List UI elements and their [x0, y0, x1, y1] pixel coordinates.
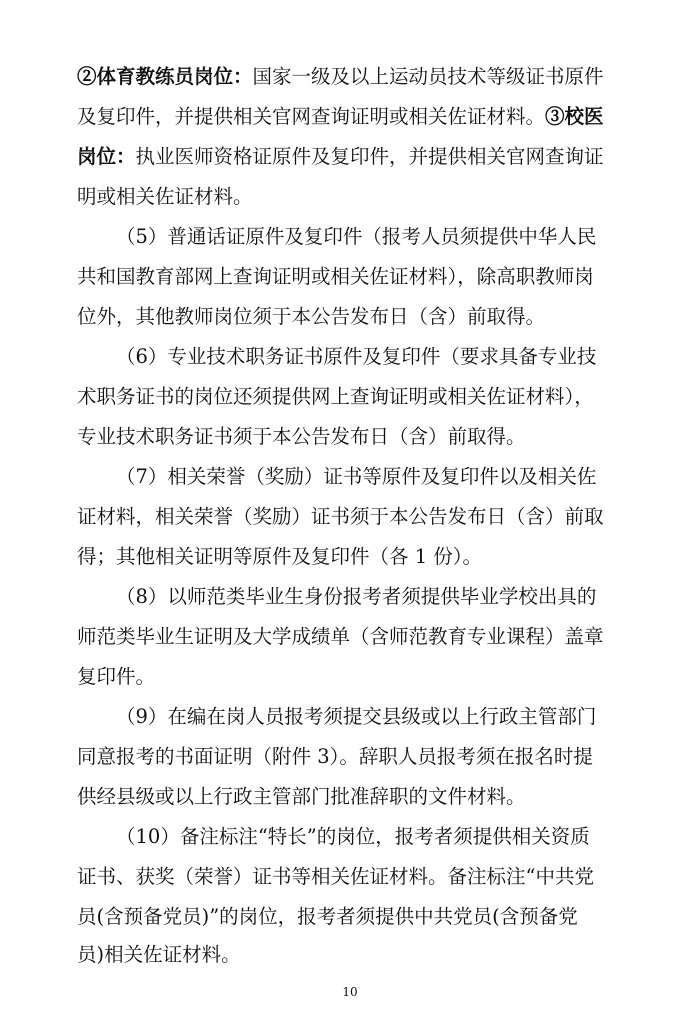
page-number: 10 [342, 985, 358, 999]
paragraph-5-line-2: 共和国教育部网上查询证明或相关佐证材料），除高职教师岗 [77, 265, 594, 288]
paragraph-6-line-3: 专业技术职务证书须于本公告发布日（含）前取得。 [77, 425, 526, 448]
text-segment: 执业医师资格证原件及复印件，并提供相关官网查询证 [135, 145, 604, 168]
paragraph-8-line-3: 复印件。 [77, 665, 156, 688]
paragraph-10-line-1: （10）备注标注“特长”的岗位，报考者须提供相关资质 [116, 825, 590, 848]
paragraph-8-line-2: 师范类毕业生证明及大学成绩单（含师范教育专业课程）盖章 [77, 625, 604, 648]
paragraph-9-line-3: 供经县级或以上行政主管部门批准辞职的文件材料。 [77, 785, 526, 808]
paragraph-5-line-1: （5）普通话证原件及复印件（报考人员须提供中华人民 [116, 225, 597, 248]
text-line-1 [0, 57, 700, 97]
paragraph-6-line-1: （6）专业技术职务证书原件及复印件（要求具备专业技 [116, 345, 597, 368]
paragraph-7-line-3: 得；其他相关证明等原件及复印件（各 1 份）。 [77, 545, 483, 568]
text-line-2 [0, 97, 700, 137]
bold-heading-school-doctor: ③校医 [545, 105, 604, 128]
paragraph-7-line-1: （7）相关荣誉（奖励）证书等原件及复印件以及相关佐 [116, 465, 597, 488]
text-segment: 国家一级及以上运动员技术等级证书原件 [252, 65, 604, 88]
paragraph-9-line-2: 同意报考的书面证明（附件 3）。辞职人员报考须在报名时提 [77, 745, 593, 768]
paragraph-9-line-1: （9）在编在岗人员报考须提交县级或以上行政主管部门 [116, 705, 597, 728]
text-line-4: 明或相关佐证材料。 [77, 185, 253, 208]
paragraph-5-line-3: 位外，其他教师岗位须于本公告发布日（含）前取得。 [77, 305, 546, 328]
paragraph-8-line-1: （8）以师范类毕业生身份报考者须提供毕业学校出具的 [116, 585, 597, 608]
paragraph-10-line-2: 证书、获奖（荣誉）证书等相关佐证材料。备注标注“中共党 [77, 865, 594, 888]
bold-heading-post: 岗位： [77, 145, 136, 168]
text-line-3 [0, 137, 700, 177]
paragraph-7-line-2: 证材料，相关荣誉（奖励）证书须于本公告发布日（含）前取 [77, 505, 604, 528]
paragraph-10-line-4: 员)相关佐证材料。 [77, 943, 241, 966]
bold-heading-coach-post: ②体育教练员岗位： [77, 65, 253, 88]
paragraph-6-line-2: 术职务证书的岗位还须提供网上查询证明或相关佐证材料）， [77, 385, 594, 408]
text-segment: 及复印件，并提供相关官网查询证明或相关佐证材料。 [77, 105, 546, 128]
paragraph-10-line-3: 员(含预备党员)”的岗位，报考者须提供中共党员(含预备党 [77, 905, 578, 928]
